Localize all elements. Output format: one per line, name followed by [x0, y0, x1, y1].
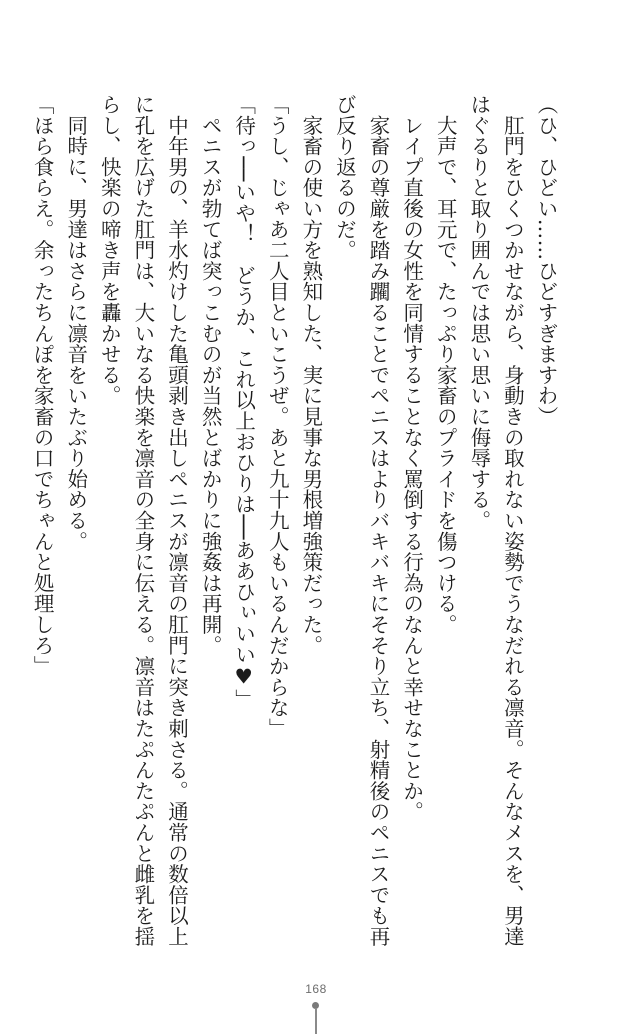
paragraph: 肛門をひくつかせながら、身動きの取れない姿勢でうなだれる凛音。そんなメスを、男達はぐるりと取り囲んでは思い思いに侮辱する。 — [466, 94, 525, 947]
vertical-text-body — [30, 94, 562, 954]
paragraph: 大声で、耳元で、たっぷり家畜のプライドを傷つける。 — [433, 94, 458, 635]
paragraph: 家畜の使い方を熟知した、実に見事な男根増強策だった。 — [298, 94, 323, 656]
paragraph: 家畜の尊厳を踏み躙ることでペニスはよりバキバキにそそり立ち、射精後のペニスでも再び反り返るのだ。 — [332, 94, 391, 947]
paragraph: （ひ、ひどい……ひどすぎますわ） — [534, 94, 558, 427]
page-number: 168 — [305, 982, 327, 996]
page-marker-line — [315, 1008, 317, 1034]
paragraph: 中年男の、羊水灼けした亀頭剥き出しペニスが凛音の肛門に突き刺さる。通常の数倍以上に孔を広げた肛門は、大いなる快楽を凛音の全身に伝える。凛音はたぷんたぷんと雌乳を揺らし、快楽の啼き声を轟かせる。 — [97, 94, 189, 947]
paragraph: ペニスが勃てば突っこむのが当然とばかりに強姦は再開。 — [198, 94, 223, 656]
paragraph: 同時に、男達はさらに凛音をいたぶり始める。 — [63, 94, 88, 552]
dialogue-line: 「待っ──いや！ どうか、これ以上おひりは──ああひぃいい♥」 — [231, 94, 256, 710]
dialogue-line: 「うし、じゃあ二人目といこうぜ。あと九十九人もいるんだからな」 — [265, 94, 290, 739]
dialogue-line: 「ほら食らえ。余ったちんぽを家畜の口でちゃんと処理しろ」 — [30, 94, 55, 677]
paragraph: レイプ直後の女性を同情することなく罵倒する行為のなんと幸せなことか。 — [399, 94, 424, 822]
